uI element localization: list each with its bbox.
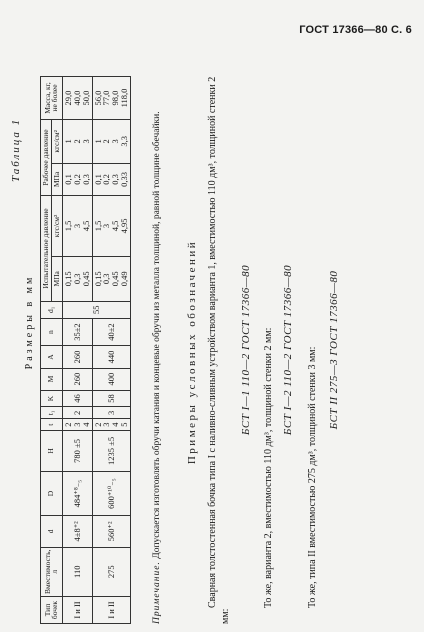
col-test-kgf: кгс/см² — [51, 196, 62, 257]
note-text: Допускается изготовлять обручи катания и концевые обручи из металла толщиной, равной толщине обечайки. — [152, 111, 162, 559]
cell-volume: 110 — [62, 547, 92, 596]
cell-n: 40±2 — [92, 318, 131, 346]
col-M: M — [41, 368, 63, 390]
col-d: d — [41, 516, 63, 547]
col-t: t — [41, 419, 63, 430]
cell-d: 560⁺² — [92, 516, 131, 547]
designation-3: БСТ II 275—3 ГОСТ 17366—80 — [328, 270, 340, 430]
cell-A: 440 — [92, 346, 131, 368]
cell-t1: 3 — [92, 407, 131, 419]
rotated-page-body — [0, 32, 404, 632]
example-2-text: То же, варианта 2, вместимостью 110 дм³, толщиной стенки 2 мм: — [263, 327, 274, 608]
col-test-mpa: МПа — [51, 256, 62, 301]
cell-H: 780 ±5 — [62, 430, 92, 471]
cell-type: I и II — [62, 597, 92, 624]
cell-n: 35±2 — [62, 318, 92, 346]
example-3-text: То же, типа II вместимостью 275 дм³, толщиной стенки 3 мм: — [307, 346, 318, 608]
col-n: n — [41, 318, 63, 346]
cell-volume: 275 — [92, 547, 131, 596]
table-row — [62, 77, 92, 624]
col-type: Тип бочек — [41, 597, 63, 624]
cell-D: 484⁺⁸₋₅ — [62, 471, 92, 515]
page-header: ГОСТ 17366—80 С. 6 — [299, 24, 412, 36]
col-A: A — [41, 346, 63, 368]
cell-t: 2 3 4 — [62, 419, 92, 430]
cell-mass: 56,0 77,0 98,0 118,0 — [92, 77, 131, 120]
cell-d: 4±8⁺² — [62, 516, 92, 547]
cell-work-mpa: 0,1 0,2 0,3 — [62, 163, 92, 195]
cell-test-mpa: 0,15 0,3 0,45 0,49 — [92, 256, 131, 301]
cell-test-kgf: 1,5 3 4,5 — [62, 196, 92, 257]
example-1-text: Сварная толстостенная бочка типа I с наливно-сливным устройством варианта 1, вместимостью 110 дм³, толщиной стенки 2 мм: — [207, 76, 231, 624]
col-work-kgf: кгс/см² — [51, 120, 62, 164]
col-D: D — [41, 471, 63, 515]
col-K: K — [41, 390, 63, 407]
cell-mass: 29,0 40,0 50,0 — [62, 77, 92, 120]
cell-work-kgf: 1 2 3 — [62, 120, 92, 164]
col-work-mpa: МПа — [51, 163, 62, 195]
cell-t1: 2 — [62, 407, 92, 419]
cell-A: 260 — [62, 346, 92, 368]
table-note — [152, 76, 164, 624]
sizes-title: Размеры в мм — [24, 274, 35, 370]
cell-K: 58 — [92, 390, 131, 407]
col-volume: Вместимость, л — [41, 547, 63, 596]
cell-D: 600⁺¹⁰₋₅ — [92, 471, 131, 515]
note-label: Примечание. — [152, 561, 162, 624]
cell-test-kgf: 1,5 3 4,5 4,95 — [92, 196, 131, 257]
cell-M: 400 — [92, 368, 131, 390]
col-test-pressure: Испытательное давление — [41, 196, 52, 302]
col-d1: d₁ — [41, 301, 63, 318]
designation-2: БСТ I—2 110—2 ГОСТ 17366—80 — [282, 264, 294, 436]
cell-type: I и II — [92, 597, 131, 624]
col-work-pressure: Рабочее давление — [41, 120, 52, 196]
col-H: H — [41, 430, 63, 471]
cell-work-mpa: 0,1 0,2 0,3 0,33 — [92, 163, 131, 195]
cell-K: 46 — [62, 390, 92, 407]
examples-title: Примеры условных обозначений — [186, 239, 198, 465]
designation-1: БСТ I—1 110—2 ГОСТ 17366—80 — [240, 264, 252, 436]
cell-M: 260 — [62, 368, 92, 390]
table-label: Таблица 1 — [10, 117, 22, 182]
col-mass: Масса, кг, не более — [41, 77, 63, 120]
dimensions-table — [40, 76, 131, 624]
cell-test-mpa: 0,15 0,3 0,45 — [62, 256, 92, 301]
cell-t: 2 3 4 5 — [92, 419, 131, 430]
cell-H: 1235 ±5 — [92, 430, 131, 471]
table-header-row — [41, 77, 52, 624]
cell-d1: 55 — [62, 301, 130, 318]
col-t1: t₁ — [41, 407, 63, 419]
table-row — [92, 77, 131, 624]
cell-work-kgf: 1 2 3 3,3 — [92, 120, 131, 164]
